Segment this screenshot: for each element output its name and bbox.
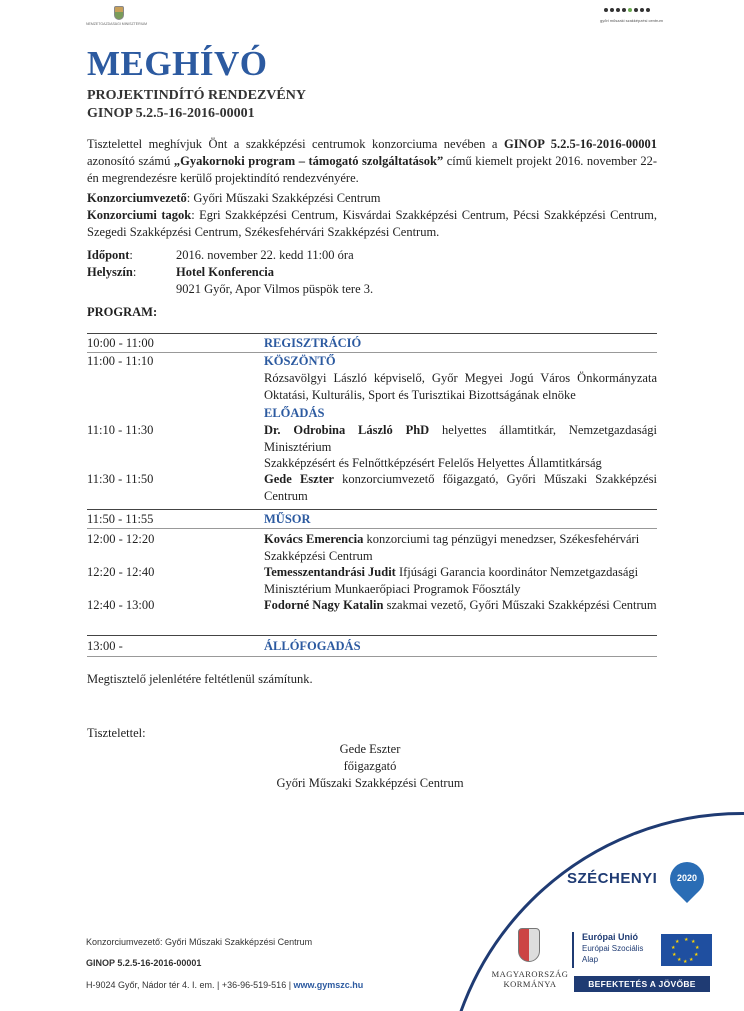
szechenyi-year: 2020 xyxy=(676,873,698,883)
program-desc: Kovács Emerencia konzorciumi tag pénzügyi menedzser, Székesfehérvári Szakképzési Centrum xyxy=(264,532,640,563)
subtitle xyxy=(87,87,306,123)
divider xyxy=(87,528,657,529)
divider xyxy=(87,509,657,510)
program-desc: Fodorné Nagy Katalin szakmai vezető, Győri Műszaki Szakképzési Centrum xyxy=(264,598,657,612)
program-desc: Gede Eszter konzorciumvezető főigazgató, Győri Műszaki Szakképzési Centrum xyxy=(264,472,657,503)
program-desc: Szakképzésért és Felnőttképzésért Felelős Helyettes Államtitkárság xyxy=(264,456,602,470)
ministry-logo xyxy=(86,6,156,28)
eu-logo: Európai Unió Európai Szociális Alap ★ ★ ★ ★ ★ ★ ★ ★ ★ ★ xyxy=(572,932,712,968)
investment-banner: BEFEKTETÉS A JÖVŐBE xyxy=(574,976,710,992)
consortium-members: Konzorciumi tagok: Egri Szakképzési Centrum, Kisvárdai Szakképzési Centrum, Pécsi Szakképzési Centrum, Szegedi Szakképzési Centrum, Székesfehérvári Szakképzési Centrum. xyxy=(87,208,657,239)
ministry-logo-text: NEMZETGAZDASÁGI MINISZTÉRIUM xyxy=(86,22,148,26)
signature-org: Győri Műszaki Szakképzési Centrum xyxy=(276,776,464,790)
event-place-name: Hotel Konferencia xyxy=(176,265,275,279)
crest-icon xyxy=(114,6,124,20)
closing-line: Megtisztelő jelenlétére feltétlenül számítunk. xyxy=(87,672,313,686)
program-section-head: REGISZTRÁCIÓ xyxy=(264,336,362,350)
gymszc-logo-text: győri műszaki szakképzési centrum xyxy=(600,18,663,23)
program-section-head: ELŐADÁS xyxy=(264,406,325,420)
page-title: MEGHÍVÓ xyxy=(87,44,268,83)
subtitle-line1: PROJEKTINDÍTÓ RENDEZVÉNY xyxy=(87,88,306,103)
event-time-value: 2016. november 22. kedd 11:00 óra xyxy=(176,248,354,262)
program-time: 11:30 - 11:50 xyxy=(87,472,154,486)
signature-name: Gede Eszter xyxy=(339,742,401,756)
program-time: 10:00 - 11:00 xyxy=(87,336,154,350)
hungary-crest-icon xyxy=(518,928,540,962)
greeting: Tisztelettel: xyxy=(87,726,146,740)
event-time-label: Időpont: xyxy=(87,248,133,262)
intro-paragraph: Tisztelettel meghívjuk Önt a szakképzési centrumok konzorciuma nevében a GINOP 5.2.5-16-2016-00001 azonosító számú „Gyakornoki program – támogató szolgáltatások” című kiemelt projekt 2016. november 22-én megrendezésre kerülő projektindító rendezvényére. xyxy=(87,137,657,185)
dots-icon xyxy=(604,8,650,12)
divider xyxy=(87,333,657,334)
program-time: 11:00 - 11:10 xyxy=(87,354,154,368)
program-label: PROGRAM: xyxy=(87,305,158,319)
szechenyi-logo: SZÉCHENYI xyxy=(567,870,658,887)
program-desc: Rózsavölgyi László képviselő, Győr Megyei Jogú Város Önkormányzata Oktatási, Kulturális, Sport és Turisztikai Bizottságának elnöke xyxy=(264,371,657,402)
program-time: 11:50 - 11:55 xyxy=(87,512,154,526)
event-place-label: Helyszín: xyxy=(87,265,137,279)
program-time: 12:00 - 12:20 xyxy=(87,532,155,546)
eu-flag-icon: ★ ★ ★ ★ ★ ★ ★ ★ ★ ★ xyxy=(661,934,712,966)
program-section-head: MŰSOR xyxy=(264,512,311,526)
program-time: 11:10 - 11:30 xyxy=(87,423,154,437)
government-logo: MAGYARORSZÁG KORMÁNYA xyxy=(491,969,569,989)
program-desc: Temesszentandrási Judit Ifjúsági Garancia koordinátor Nemzetgazdasági Minisztérium Munkaerőpiaci Programok Főosztály xyxy=(264,565,639,596)
program-time: 12:20 - 12:40 xyxy=(87,565,155,579)
divider xyxy=(87,656,657,657)
website-link[interactable]: www.gymszc.hu xyxy=(293,980,364,990)
gymszc-logo xyxy=(600,6,664,28)
program-section-head: ÁLLÓFOGADÁS xyxy=(264,639,361,653)
program-section-head: KÖSZÖNTŐ xyxy=(264,354,336,368)
signature-title: főigazgató xyxy=(343,759,397,773)
program-desc: Dr. Odrobina László PhD helyettes államtitkár, Nemzetgazdasági Minisztérium xyxy=(264,423,658,454)
program-time: 12:40 - 13:00 xyxy=(87,598,155,612)
subtitle-line2: GINOP 5.2.5-16-2016-00001 xyxy=(87,106,255,121)
footer-contact: H-9024 Győr, Nádor tér 4. I. em. | +36-96-519-516 | www.gymszc.hu xyxy=(86,980,364,990)
footer-ginop: GINOP 5.2.5-16-2016-00001 xyxy=(86,958,202,968)
program-time: 13:00 - xyxy=(87,639,123,653)
consortium-leader: Konzorciumvezető: Győri Műszaki Szakképzési Centrum xyxy=(87,191,381,205)
divider xyxy=(87,635,657,636)
footer-consortium: Konzorciumvezető: Győri Műszaki Szakképzési Centrum xyxy=(86,937,313,947)
event-place-address: 9021 Győr, Apor Vilmos püspök tere 3. xyxy=(176,282,374,296)
